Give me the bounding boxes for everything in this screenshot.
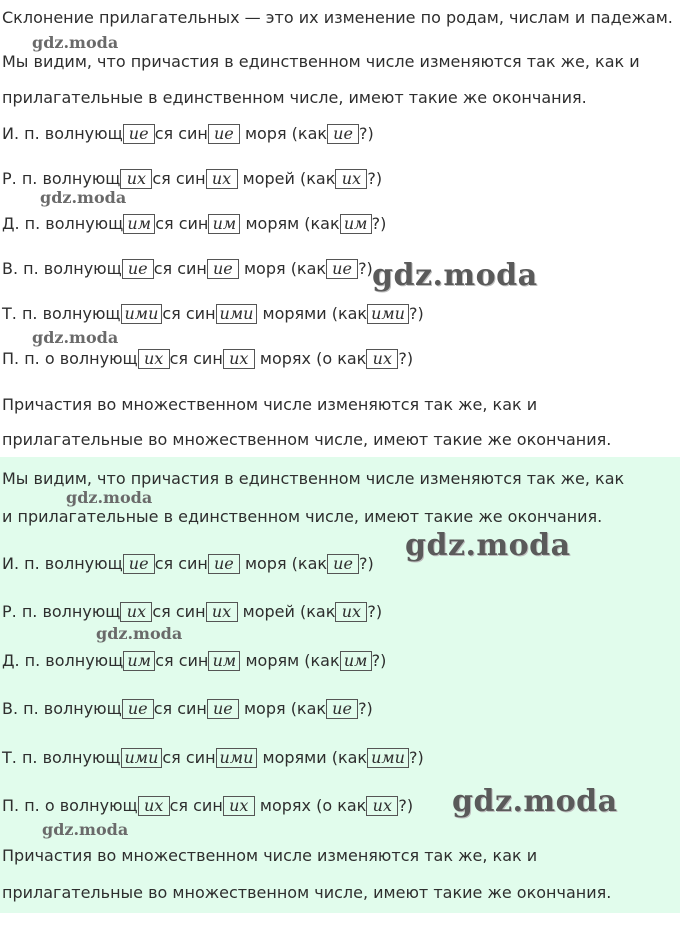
green-case-row-acc: В. п. волнующ ие ся син ие моря (как ие ?) xyxy=(2,699,373,718)
case-row-gen: Р. п. волнующ их ся син их морей (как их ?) xyxy=(2,169,383,188)
ending-box: ими xyxy=(121,748,163,768)
watermark: gdz.moda xyxy=(66,488,153,507)
watermark: gdz.moda xyxy=(40,188,127,207)
ending-box: их xyxy=(120,602,152,622)
case-row-pre: П. п. о волнующ их ся син их морях (о как их ?) xyxy=(2,349,414,368)
ending-box: их xyxy=(138,796,170,816)
green-case-row-dat: Д. п. волнующ им ся син им морям (как им ?) xyxy=(2,651,387,670)
ending-box: их xyxy=(335,602,367,622)
ending-box: их xyxy=(223,349,255,369)
ending-box: ие xyxy=(327,124,359,144)
ending-box: их xyxy=(138,349,170,369)
watermark: gdz.moda xyxy=(452,784,618,819)
ending-box: им xyxy=(340,651,372,671)
case-row-dat: Д. п. волнующ им ся син им морям (как им ?) xyxy=(2,214,387,233)
ending-box: ими xyxy=(216,304,258,324)
para1-line2: прилагательные в единственном числе, имеют такие же окончания. xyxy=(2,88,587,107)
green-para2-line2: прилагательные во множественном числе, имеют такие же окончания. xyxy=(2,883,612,902)
watermark: gdz.moda xyxy=(42,820,129,839)
ending-box: ие xyxy=(208,554,240,574)
ending-box: их xyxy=(335,169,367,189)
para1-line1: Мы видим, что причастия в единственном числе изменяются так же, как и xyxy=(2,52,640,71)
ending-box: ие xyxy=(327,554,359,574)
ending-box: ими xyxy=(367,304,409,324)
ending-box: их xyxy=(223,796,255,816)
case-row-ins: Т. п. волнующ ими ся син ими морями (как ими ?) xyxy=(2,304,424,323)
green-para1-line2: и прилагательные в единственном числе, имеют такие же окончания. xyxy=(2,507,603,526)
ending-box: ие xyxy=(123,124,155,144)
watermark: gdz.moda xyxy=(405,528,571,563)
watermark: gdz.moda xyxy=(372,258,538,293)
ending-box: их xyxy=(366,796,398,816)
ending-box: ие xyxy=(208,124,240,144)
green-para1-line1: Мы видим, что причастия в единственном числе изменяются так же, как xyxy=(2,469,625,488)
watermark: gdz.moda xyxy=(32,33,119,52)
green-case-row-gen: Р. п. волнующ их ся син их морей (как их ?) xyxy=(2,602,383,621)
ending-box: ие xyxy=(122,259,154,279)
intro-text: Склонение прилагательных — это их изменение по родам, числам и падежам. xyxy=(2,8,673,27)
ending-box: ие xyxy=(123,554,155,574)
ending-box: ие xyxy=(326,259,358,279)
ending-box: их xyxy=(120,169,152,189)
ending-box: ие xyxy=(207,259,239,279)
para2-line2: прилагательные во множественном числе, имеют такие же окончания. xyxy=(2,430,612,449)
ending-box: ие xyxy=(326,699,358,719)
watermark: gdz.moda xyxy=(32,328,119,347)
ending-box: их xyxy=(366,349,398,369)
case-row-nom: И. п. волнующ ие ся син ие моря (как ие ?) xyxy=(2,124,374,143)
ending-box: ие xyxy=(122,699,154,719)
green-para2-line1: Причастия во множественном числе изменяются так же, как и xyxy=(2,846,538,865)
ending-box: им xyxy=(340,214,372,234)
green-case-row-pre: П. п. о волнующ их ся син их морях (о как их ?) xyxy=(2,796,414,815)
ending-box: им xyxy=(123,651,155,671)
ending-box: им xyxy=(208,651,240,671)
ending-box: им xyxy=(123,214,155,234)
ending-box: ие xyxy=(207,699,239,719)
ending-box: ими xyxy=(121,304,163,324)
green-case-row-ins: Т. п. волнующ ими ся син ими морями (как ими ?) xyxy=(2,748,424,767)
para2-line1: Причастия во множественном числе изменяются так же, как и xyxy=(2,395,538,414)
ending-box: ими xyxy=(216,748,258,768)
ending-box: их xyxy=(206,602,238,622)
ending-box: их xyxy=(206,169,238,189)
ending-box: им xyxy=(208,214,240,234)
case-row-acc: В. п. волнующ ие ся син ие моря (как ие ?) xyxy=(2,259,373,278)
green-case-row-nom: И. п. волнующ ие ся син ие моря (как ие ?) xyxy=(2,554,374,573)
ending-box: ими xyxy=(367,748,409,768)
watermark: gdz.moda xyxy=(96,624,183,643)
